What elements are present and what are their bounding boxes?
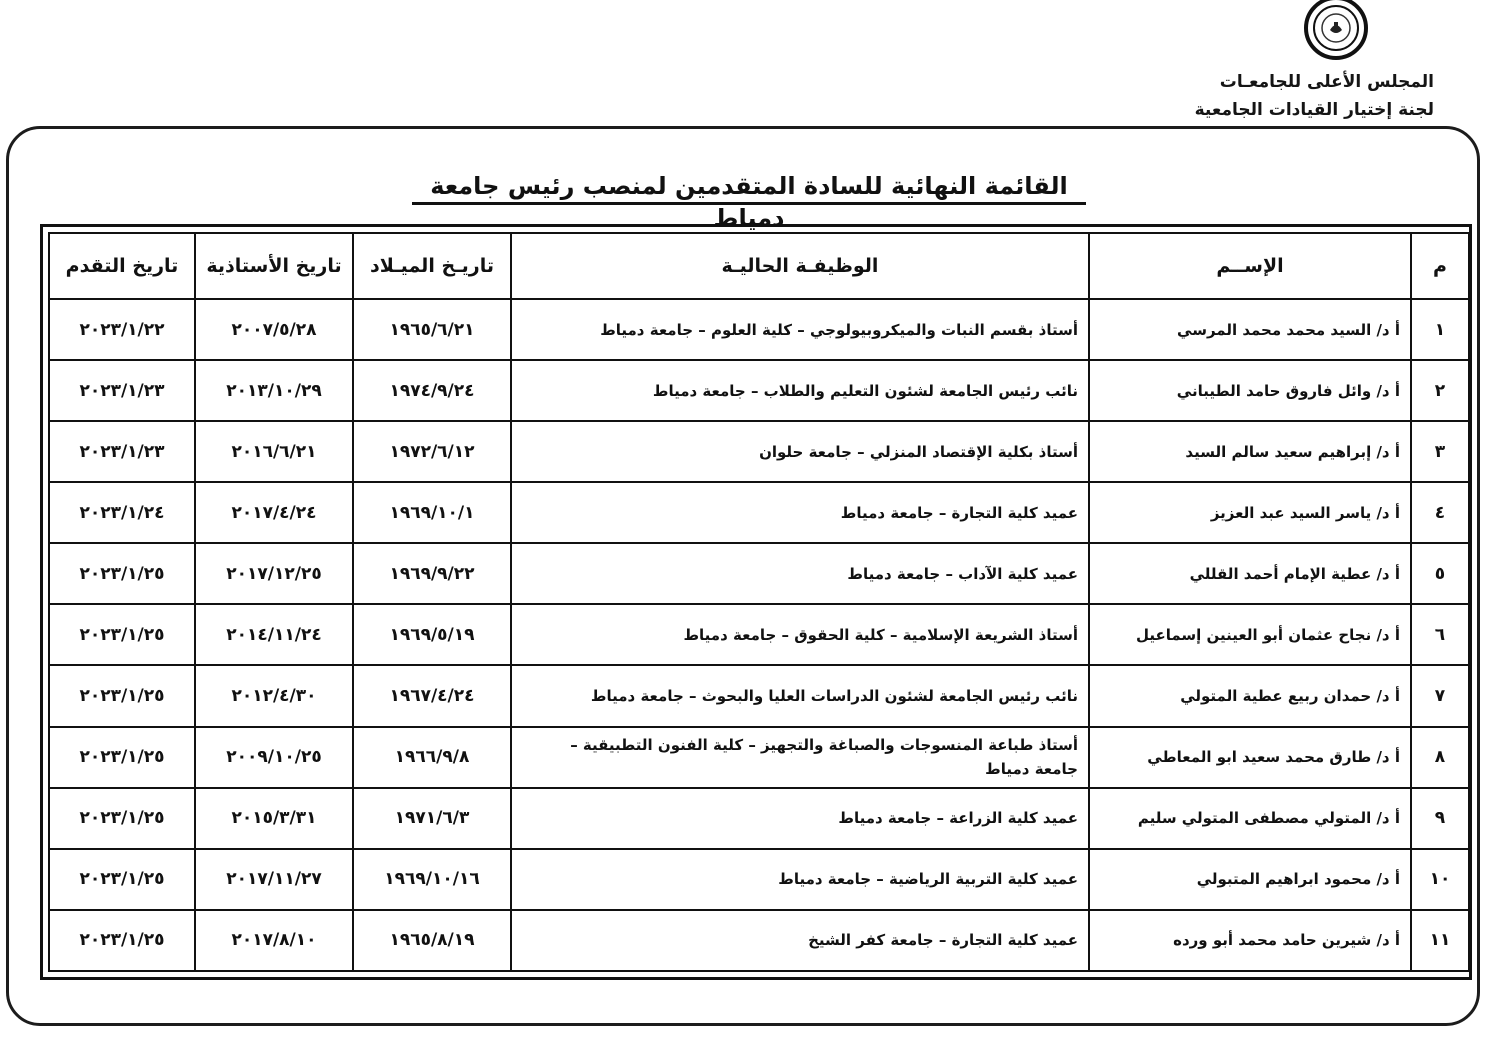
cell-professorship-date: ٢٠١٧/٨/١٠ bbox=[195, 910, 353, 971]
cell-professorship-date: ٢٠١٧/١١/٢٧ bbox=[195, 849, 353, 910]
cell-job: عميد كلية الآداب – جامعة دمياط bbox=[511, 543, 1089, 604]
cell-job: نائب رئيس الجامعة لشئون الدراسات العليا والبحوث – جامعة دمياط bbox=[511, 665, 1089, 726]
cell-application-date: ٢٠٢٣/١/٢٥ bbox=[49, 665, 195, 726]
applicants-table bbox=[48, 232, 1470, 972]
cell-num: ٤ bbox=[1411, 482, 1469, 543]
table-row bbox=[49, 421, 1469, 482]
table-row bbox=[49, 360, 1469, 421]
cell-professorship-date: ٢٠١٤/١١/٢٤ bbox=[195, 604, 353, 665]
cell-num: ١٠ bbox=[1411, 849, 1469, 910]
cell-job: عميد كلية التجارة – جامعة دمياط bbox=[511, 482, 1089, 543]
cell-professorship-date: ٢٠١٥/٣/٣١ bbox=[195, 788, 353, 849]
cell-application-date: ٢٠٢٣/١/٢٥ bbox=[49, 910, 195, 971]
cell-job: عميد كلية الزراعة – جامعة دمياط bbox=[511, 788, 1089, 849]
table-row bbox=[49, 788, 1469, 849]
cell-num: ٩ bbox=[1411, 788, 1469, 849]
cell-application-date: ٢٠٢٣/١/٢٢ bbox=[49, 299, 195, 360]
cell-num: ٨ bbox=[1411, 727, 1469, 788]
cell-birth-date: ١٩٧٤/٩/٢٤ bbox=[353, 360, 511, 421]
cell-application-date: ٢٠٢٣/١/٢٥ bbox=[49, 849, 195, 910]
cell-num: ٧ bbox=[1411, 665, 1469, 726]
cell-application-date: ٢٠٢٣/١/٢٤ bbox=[49, 482, 195, 543]
table-header-row bbox=[49, 233, 1469, 299]
header-application-date: تاريخ التقدم bbox=[49, 233, 195, 299]
cell-job: نائب رئيس الجامعة لشئون التعليم والطلاب – جامعة دمياط bbox=[511, 360, 1089, 421]
table-row bbox=[49, 910, 1469, 971]
header-block bbox=[1195, 68, 1434, 124]
cell-professorship-date: ٢٠١٧/١٢/٢٥ bbox=[195, 543, 353, 604]
cell-application-date: ٢٠٢٣/١/٢٣ bbox=[49, 360, 195, 421]
cell-professorship-date: ٢٠٠٧/٥/٢٨ bbox=[195, 299, 353, 360]
cell-name: أ د/ شيرين حامد محمد أبو ورده bbox=[1089, 910, 1411, 971]
cell-birth-date: ١٩٦٦/٩/٨ bbox=[353, 727, 511, 788]
cell-birth-date: ١٩٦٩/٥/١٩ bbox=[353, 604, 511, 665]
cell-num: ٥ bbox=[1411, 543, 1469, 604]
cell-birth-date: ١٩٦٩/١٠/١٦ bbox=[353, 849, 511, 910]
cell-job: أستاذ الشريعة الإسلامية – كلية الحقوق – جامعة دمياط bbox=[511, 604, 1089, 665]
cell-birth-date: ١٩٧١/٦/٣ bbox=[353, 788, 511, 849]
cell-birth-date: ١٩٦٩/٩/٢٢ bbox=[353, 543, 511, 604]
header-professorship-date: تاريخ الأستاذية bbox=[195, 233, 353, 299]
cell-num: ١ bbox=[1411, 299, 1469, 360]
cell-professorship-date: ٢٠٠٩/١٠/٢٥ bbox=[195, 727, 353, 788]
cell-name: أ د/ المتولي مصطفى المتولي سليم bbox=[1089, 788, 1411, 849]
cell-birth-date: ١٩٦٧/٤/٢٤ bbox=[353, 665, 511, 726]
cell-num: ٦ bbox=[1411, 604, 1469, 665]
cell-professorship-date: ٢٠١٢/٤/٣٠ bbox=[195, 665, 353, 726]
cell-birth-date: ١٩٦٥/٦/٢١ bbox=[353, 299, 511, 360]
header-job: الوظيفـة الحاليـة bbox=[511, 233, 1089, 299]
table-row bbox=[49, 727, 1469, 788]
cell-name: أ د/ السيد محمد محمد المرسي bbox=[1089, 299, 1411, 360]
header-num: م bbox=[1411, 233, 1469, 299]
cell-name: أ د/ عطية الإمام أحمد القللي bbox=[1089, 543, 1411, 604]
cell-professorship-date: ٢٠١٣/١٠/٢٩ bbox=[195, 360, 353, 421]
cell-application-date: ٢٠٢٣/١/٢٥ bbox=[49, 727, 195, 788]
header-name: الإســم bbox=[1089, 233, 1411, 299]
cell-name: أ د/ ياسر السيد عبد العزيز bbox=[1089, 482, 1411, 543]
council-seal-logo bbox=[1296, 0, 1376, 64]
page-title: القائمة النهائية للسادة المتقدمين لمنصب رئيس جامعة دمياط bbox=[412, 170, 1086, 205]
table-row bbox=[49, 604, 1469, 665]
applicants-table-wrapper bbox=[40, 224, 1472, 980]
table-row bbox=[49, 299, 1469, 360]
table-row bbox=[49, 543, 1469, 604]
cell-birth-date: ١٩٦٥/٨/١٩ bbox=[353, 910, 511, 971]
cell-job: أستاذ بكلية الإقتصاد المنزلي – جامعة حلوان bbox=[511, 421, 1089, 482]
cell-name: أ د/ محمود ابراهيم المتبولي bbox=[1089, 849, 1411, 910]
committee-name: لجنة إختيار القيادات الجامعية bbox=[1194, 100, 1434, 120]
cell-job: عميد كلية التربية الرياضية – جامعة دمياط bbox=[511, 849, 1089, 910]
cell-name: أ د/ حمدان ربيع عطية المتولي bbox=[1089, 665, 1411, 726]
council-name: المجلس الأعلى للجامعـات bbox=[1219, 72, 1434, 92]
cell-professorship-date: ٢٠١٧/٤/٢٤ bbox=[195, 482, 353, 543]
cell-birth-date: ١٩٧٢/٦/١٢ bbox=[353, 421, 511, 482]
cell-application-date: ٢٠٢٣/١/٢٥ bbox=[49, 604, 195, 665]
cell-num: ٣ bbox=[1411, 421, 1469, 482]
cell-name: أ د/ إبراهيم سعيد سالم السيد bbox=[1089, 421, 1411, 482]
cell-job: أستاذ طباعة المنسوجات والصباغة والتجهيز – كلية الفنون التطبيقية – جامعة دمياط bbox=[511, 727, 1089, 788]
table-row bbox=[49, 482, 1469, 543]
cell-application-date: ٢٠٢٣/١/٢٥ bbox=[49, 543, 195, 604]
header-birth-date: تاريـخ الميـلاد bbox=[353, 233, 511, 299]
cell-job: عميد كلية التجارة – جامعة كفر الشيخ bbox=[511, 910, 1089, 971]
cell-application-date: ٢٠٢٣/١/٢٣ bbox=[49, 421, 195, 482]
cell-application-date: ٢٠٢٣/١/٢٥ bbox=[49, 788, 195, 849]
cell-professorship-date: ٢٠١٦/٦/٢١ bbox=[195, 421, 353, 482]
cell-name: أ د/ وائل فاروق حامد الطيباني bbox=[1089, 360, 1411, 421]
cell-name: أ د/ نجاح عثمان أبو العينين إسماعيل bbox=[1089, 604, 1411, 665]
cell-name: أ د/ طارق محمد سعيد ابو المعاطي bbox=[1089, 727, 1411, 788]
cell-birth-date: ١٩٦٩/١٠/١ bbox=[353, 482, 511, 543]
table-row bbox=[49, 849, 1469, 910]
table-row bbox=[49, 665, 1469, 726]
cell-num: ١١ bbox=[1411, 910, 1469, 971]
cell-job: أستاذ بقسم النبات والميكروبيولوجي – كلية العلوم – جامعة دمياط bbox=[511, 299, 1089, 360]
cell-num: ٢ bbox=[1411, 360, 1469, 421]
